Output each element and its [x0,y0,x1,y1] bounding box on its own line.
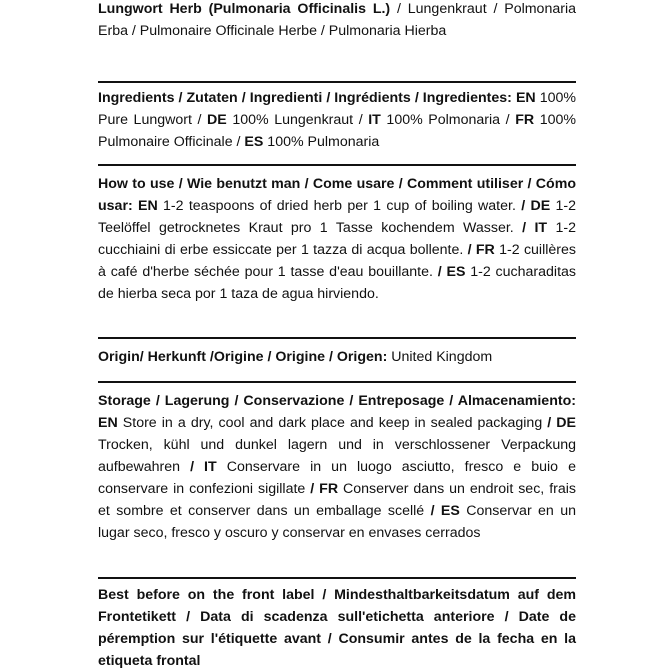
ingredients-de-code: DE [207,112,227,128]
divider-2 [98,164,576,166]
storage-heading: Storage / Lagerung / Conservazione / Entreposage / Almacenamiento: EN [98,393,576,431]
origin-block [98,346,576,368]
product-name-translations: / Lungenkraut / Polmonaria Erba / Pulmonaire Officinale Herbe / Pulmonaria Hierba [98,1,576,39]
ingredients-fr-code: FR [515,112,535,128]
storage-block [98,390,576,544]
storage-en-text: Store in a dry, cool and dark place and keep in sealed packaging [117,415,548,431]
ingredients-it-text: 100% Polmonaria / [380,112,516,128]
ingredients-es-text: 100% Pulmonaria [263,134,380,150]
ingredients-en-text: 100% Pure Lungwort / [98,90,576,128]
best-before-block [98,584,576,672]
divider-4 [98,381,576,383]
origin-value: United Kingdom [387,349,493,365]
storage-es-text: Conservar en un lugar seco, fresco y oscuro y conservar en envases cerrados [98,503,576,541]
divider-5 [98,577,576,579]
storage-fr-text: Conserver dans un endroit sec, frais et sombre et conserver dans un emballage scellé [98,481,576,519]
how-to-use-it-text: 1-2 cucchiaini di erbe essiccate per 1 tazza di acqua bollente. [98,220,576,258]
product-name: Lungwort Herb (Pulmonaria Officinalis L.) [98,1,391,17]
how-to-use-block [98,173,576,305]
how-to-use-heading: How to use / Wie benutzt man / Come usare / Comment utiliser / Cómo usar: EN [98,176,576,214]
storage-de-code: / DE [547,415,576,431]
ingredients-en-code: EN [515,90,536,106]
storage-it-code: / IT [190,459,217,475]
how-to-use-de-code: / DE [521,198,551,214]
ingredients-block [98,87,576,153]
how-to-use-it-code: / IT [522,220,548,236]
product-name-block [98,0,576,42]
storage-de-text: Trocken, kühl und dunkel lagern und in verschlossener Verpackung aufbewahren [98,437,576,475]
storage-it-text: Conservare in un luogo asciutto, fresco e buio e conservare in confezioni sigillate [98,459,576,497]
ingredients-es-code: ES [244,134,264,150]
how-to-use-es-code: / ES [437,264,466,280]
divider-3 [98,337,576,339]
ingredients-it-code: IT [368,112,381,128]
how-to-use-en-text: 1-2 teaspoons of dried herb per 1 cup of boiling water. [157,198,522,214]
origin-heading: Origin/ Herkunft /Origine / Origine / Origen: [98,349,388,365]
ingredients-fr-text: 100% Pulmonaire Officinale / [98,112,576,150]
best-before-heading: Best before on the front label / Mindesthaltbarkeitsdatum auf dem Frontetikett / Data di scadenza sull'etichetta anteriore / Date de péremption sur l'étiquette avant / Consumir antes de la fecha en la etiqueta frontal [98,587,576,669]
how-to-use-fr-text: 1-2 cuillères à café d'herbe séchée pour 1 tasse d'eau bouillante. [98,242,576,280]
ingredients-de-text: 100% Lungenkraut / [226,112,369,128]
divider-1 [98,81,576,83]
how-to-use-fr-code: / FR [467,242,495,258]
ingredients-heading: Ingredients / Zutaten / Ingredienti / Ingrédients / Ingredientes: [98,90,512,106]
how-to-use-de-text: 1-2 Teelöffel getrocknetes Kraut pro 1 Tasse kochendem Wasser. [98,198,577,236]
how-to-use-es-text: 1-2 cucharaditas de hierba seca por 1 taza de agua hirviendo. [98,264,576,302]
storage-fr-code: / FR [310,481,339,497]
storage-es-code: / ES [430,503,460,519]
